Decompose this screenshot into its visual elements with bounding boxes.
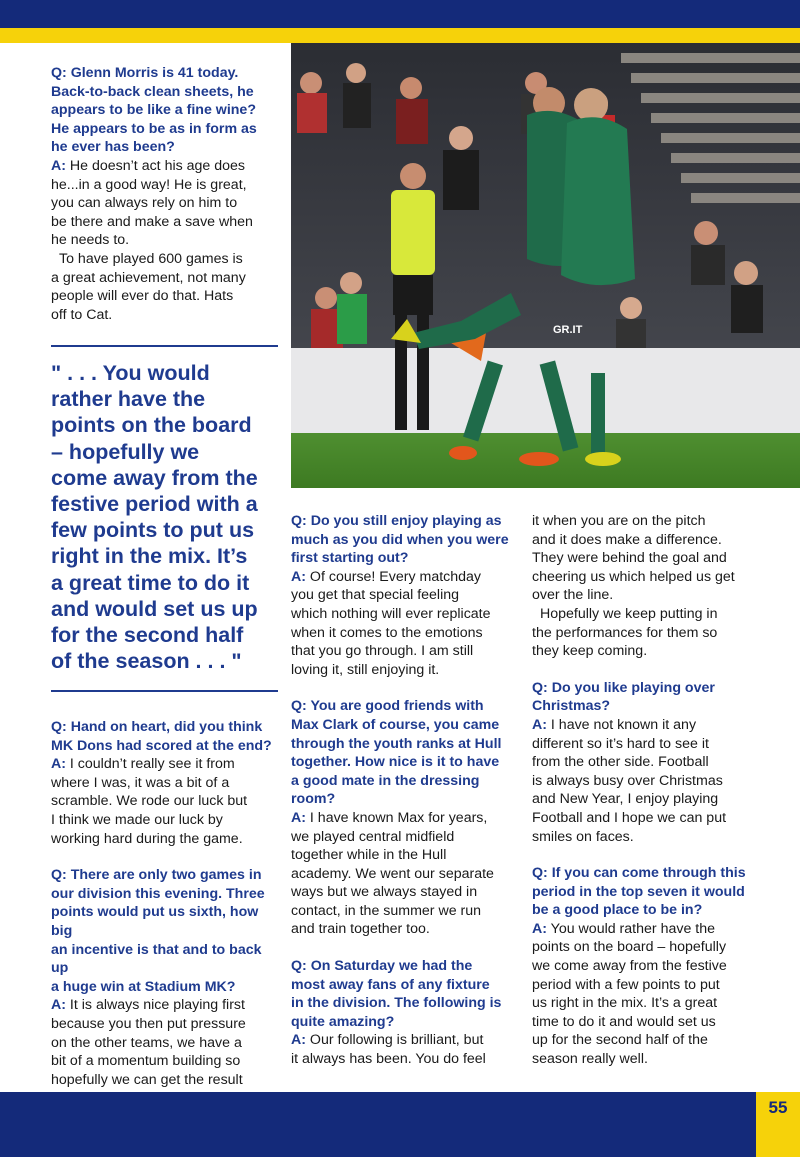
answer-text: A: I have known Max for years, we played central midfield together while in the Hull academy. We went our separate ways but we always stayed in contact, in the summer we run and train together too.: [291, 809, 494, 938]
qa-block-glenn-morris: [51, 64, 279, 324]
question-heading: Q: Do you still enjoy playing as much as you did when you were first starting out?: [291, 513, 509, 567]
top-banner: [0, 0, 800, 28]
question-heading: Q: Hand on heart, did you think MK Dons had scored at the end?: [51, 719, 272, 754]
question-heading: Q: If you can come through this period in the top seven it would be a good place to be in?: [532, 865, 746, 919]
pull-quote: " . . . You would rather have the points on the board – hopefully we come away from the festive period with a few points to put us right in the mix. It’s a great time to do it and would set us up for the second half of the season . . . ": [51, 361, 258, 674]
answer-text: A: I have not known it any different so it’s hard to see it from the other side. Football is always busy over Christmas and New Year, I enjoy playing Football and I hope we can put smiles on faces.: [532, 716, 727, 845]
celebration-photo: [291, 43, 800, 488]
answer-text: A: He doesn’t act his age does he...in a good way! He is great, you can always rely on him to be there and make a save when he needs to. To have played 600 games is a great achievement, not many people will ever do that. Hats off to Cat.: [51, 157, 253, 323]
answer-text: A: I couldn’t really see it from where I was, it was a bit of a scramble. We rode our luck but I think we made our luck by working hard during the game.: [51, 756, 248, 847]
qa-column-left-lower: [51, 718, 279, 1108]
bottom-banner: [0, 1092, 756, 1157]
celebration-photo-illustration: [291, 43, 800, 488]
question-heading: Q: You are good friends with Max Clark of course, you came through the youth ranks at Hull together. How nice is it to have a good mate in the dressing room?: [291, 698, 502, 808]
pull-quote-bottom-rule: [51, 690, 278, 692]
qa-column-right: [532, 512, 760, 1069]
answer-text: A: You would rather have the points on the board – hopefully we come away from the festive period with a few points to put us right in the mix. It’s a great time to do it and would set us up for the second half of the season really well.: [532, 920, 727, 1068]
pull-quote-top-rule: [51, 345, 278, 347]
answer-text: A: Our following is brilliant, but it always has been. You do feel: [291, 1032, 486, 1068]
qa-column-middle: [291, 512, 519, 1069]
answer-text: A: It is always nice playing first because you then put pressure on the other teams, we have a bit of a momentum building so hopefully we can get the result: [51, 997, 246, 1088]
page-number: 55: [768, 1098, 788, 1117]
top-accent-stripe: [0, 28, 800, 43]
answer-text-continued: it when you are on the pitch and it does make a difference. They were behind the goal and cheering us which helped us get over the line. Hopefully we keep putting in the performances for them so they keep coming.: [532, 513, 735, 660]
page-number-box: [756, 1092, 800, 1157]
question-heading: Q: There are only two games in our division this evening. Three points would put us sixth, how big an incentive is that and to back up a huge win at Stadium MK?: [51, 867, 265, 995]
question-heading: Q: Do you like playing over Christmas?: [532, 679, 715, 715]
shirt-text: GR.IT: [553, 324, 583, 336]
question-heading: Q: Glenn Morris is 41 today. Back-to-back clean sheets, he appears to be like a fine wine? He appears to be as in form as he ever has been?: [51, 65, 257, 156]
question-heading: Q: On Saturday we had the most away fans of any fixture in the division. The following is quite amazing?: [291, 958, 502, 1030]
answer-text: A: Of course! Every matchday you get that special feeling which nothing will ever replicate when it comes to the emotions that you go through. I am still loving it, still enjoying it.: [291, 568, 491, 678]
